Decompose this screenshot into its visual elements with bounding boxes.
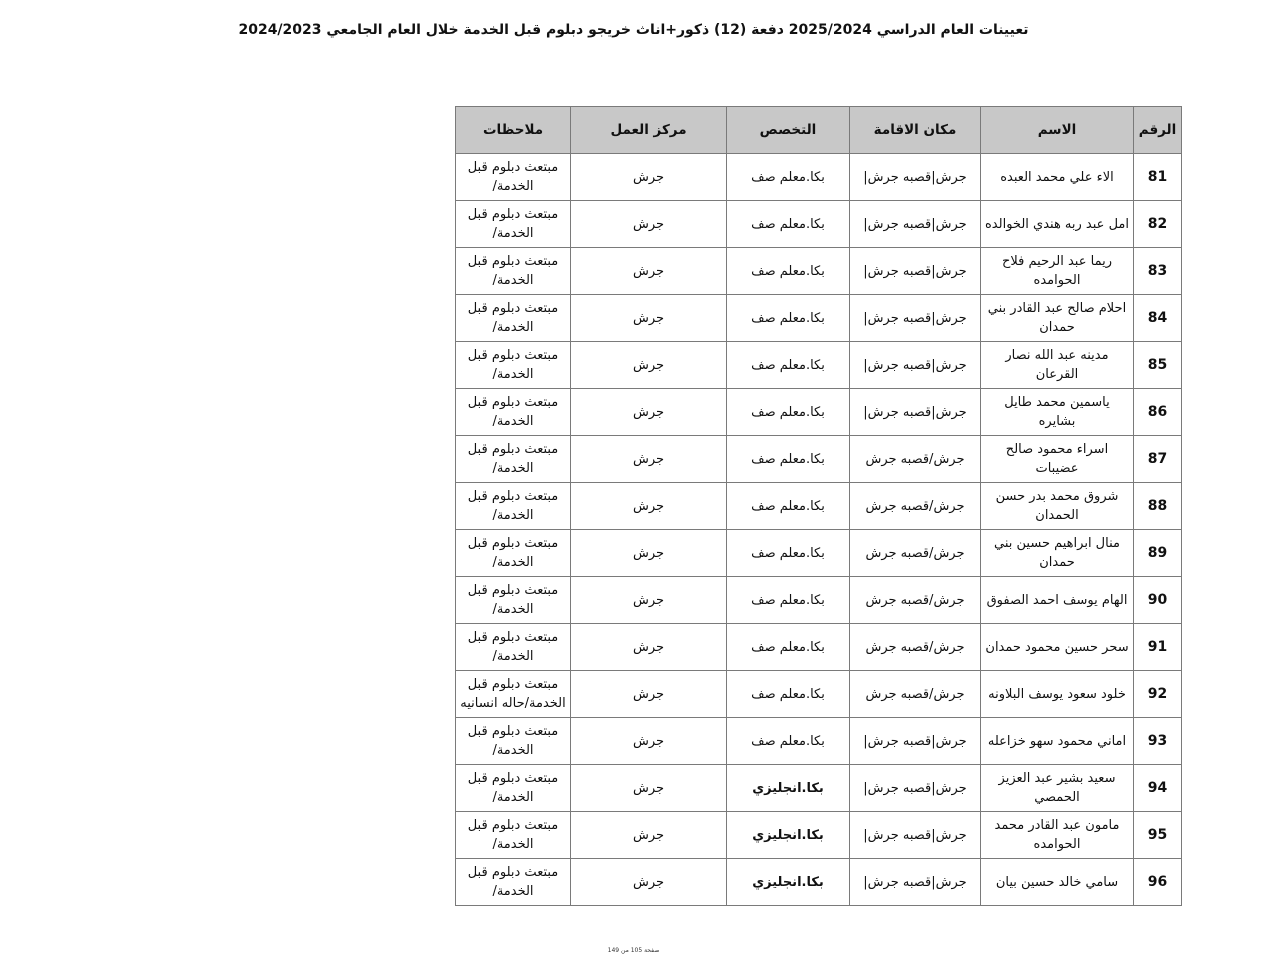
- header-notes: ملاحظات: [456, 107, 571, 154]
- cell-num: 86: [1134, 389, 1182, 436]
- table-row: [456, 765, 1182, 812]
- page-title: تعيينات العام الدراسي 2025/2024 دفعة (12) ذكور+اناث خريجو دبلوم قبل الخدمة خلال العام الجامعي 2024/2023: [238, 22, 1029, 38]
- table-row: [456, 154, 1182, 201]
- cell-num: 89: [1134, 530, 1182, 577]
- header-num: الرقم: [1134, 107, 1182, 154]
- cell-name: اماني محمود سهو خزاعله: [981, 718, 1134, 765]
- cell-work-center: جرش: [571, 483, 727, 530]
- cell-residence: جرش/قصبه جرش: [850, 483, 981, 530]
- cell-work-center: جرش: [571, 859, 727, 906]
- cell-residence: جرش|قصبه جرش|: [850, 201, 981, 248]
- appointments-table-wrapper: [455, 106, 1181, 906]
- cell-work-center: جرش: [571, 624, 727, 671]
- cell-name: مدينه عبد الله نصار القرعان: [981, 342, 1134, 389]
- cell-specialty: بكا.انجليزي: [727, 765, 850, 812]
- table-row: [456, 671, 1182, 718]
- cell-num: 91: [1134, 624, 1182, 671]
- cell-residence: جرش/قصبه جرش: [850, 624, 981, 671]
- cell-specialty: بكا.معلم صف: [727, 436, 850, 483]
- cell-num: 87: [1134, 436, 1182, 483]
- cell-name: مامون عبد القادر محمد الحوامده: [981, 812, 1134, 859]
- cell-name: امل عبد ربه هندي الخوالده: [981, 201, 1134, 248]
- cell-work-center: جرش: [571, 530, 727, 577]
- cell-work-center: جرش: [571, 201, 727, 248]
- cell-num: 93: [1134, 718, 1182, 765]
- cell-name: منال ابراهيم حسين بني حمدان: [981, 530, 1134, 577]
- cell-num: 82: [1134, 201, 1182, 248]
- cell-notes: مبتعث دبلوم قبل الخدمة/: [456, 483, 571, 530]
- cell-notes: مبتعث دبلوم قبل الخدمة/: [456, 624, 571, 671]
- header-work-center: مركز العمل: [571, 107, 727, 154]
- cell-notes: مبتعث دبلوم قبل الخدمة/: [456, 389, 571, 436]
- table-row: [456, 436, 1182, 483]
- cell-notes: مبتعث دبلوم قبل الخدمة/: [456, 718, 571, 765]
- cell-work-center: جرش: [571, 389, 727, 436]
- table-row: [456, 718, 1182, 765]
- cell-residence: جرش/قصبه جرش: [850, 436, 981, 483]
- table-body: [456, 154, 1182, 906]
- cell-name: شروق محمد بدر حسن الحمدان: [981, 483, 1134, 530]
- cell-num: 85: [1134, 342, 1182, 389]
- cell-notes: مبتعث دبلوم قبل الخدمة/: [456, 765, 571, 812]
- cell-residence: جرش/قصبه جرش: [850, 671, 981, 718]
- cell-residence: جرش/قصبه جرش: [850, 577, 981, 624]
- cell-specialty: بكا.معلم صف: [727, 624, 850, 671]
- cell-work-center: جرش: [571, 577, 727, 624]
- cell-num: 96: [1134, 859, 1182, 906]
- table-row: [456, 248, 1182, 295]
- header-residence: مكان الاقامة: [850, 107, 981, 154]
- cell-work-center: جرش: [571, 765, 727, 812]
- cell-work-center: جرش: [571, 436, 727, 483]
- cell-residence: جرش|قصبه جرش|: [850, 718, 981, 765]
- cell-work-center: جرش: [571, 812, 727, 859]
- cell-name: ريما عبد الرحيم فلاح الحوامده: [981, 248, 1134, 295]
- cell-specialty: بكا.معلم صف: [727, 154, 850, 201]
- cell-residence: جرش/قصبه جرش: [850, 530, 981, 577]
- table-header-row: [456, 107, 1182, 154]
- table-row: [456, 342, 1182, 389]
- cell-num: 92: [1134, 671, 1182, 718]
- table-row: [456, 295, 1182, 342]
- cell-notes: مبتعث دبلوم قبل الخدمة/: [456, 436, 571, 483]
- cell-notes: مبتعث دبلوم قبل الخدمة/: [456, 248, 571, 295]
- cell-specialty: بكا.معلم صف: [727, 577, 850, 624]
- cell-name: اسراء محمود صالح عضيبات: [981, 436, 1134, 483]
- table-row: [456, 859, 1182, 906]
- cell-specialty: بكا.معلم صف: [727, 389, 850, 436]
- cell-work-center: جرش: [571, 154, 727, 201]
- cell-work-center: جرش: [571, 248, 727, 295]
- cell-num: 83: [1134, 248, 1182, 295]
- cell-notes: مبتعث دبلوم قبل الخدمة/: [456, 859, 571, 906]
- cell-name: سحر حسين محمود حمدان: [981, 624, 1134, 671]
- cell-notes: مبتعث دبلوم قبل الخدمة/: [456, 812, 571, 859]
- cell-num: 81: [1134, 154, 1182, 201]
- table-row: [456, 201, 1182, 248]
- cell-work-center: جرش: [571, 718, 727, 765]
- cell-specialty: بكا.معلم صف: [727, 295, 850, 342]
- cell-specialty: بكا.معلم صف: [727, 201, 850, 248]
- cell-num: 88: [1134, 483, 1182, 530]
- cell-specialty: بكا.معلم صف: [727, 248, 850, 295]
- cell-residence: جرش|قصبه جرش|: [850, 342, 981, 389]
- cell-residence: جرش|قصبه جرش|: [850, 154, 981, 201]
- cell-specialty: بكا.انجليزي: [727, 812, 850, 859]
- table-row: [456, 812, 1182, 859]
- cell-name: الاء علي محمد العبده: [981, 154, 1134, 201]
- cell-specialty: بكا.معلم صف: [727, 483, 850, 530]
- cell-work-center: جرش: [571, 295, 727, 342]
- cell-specialty: بكا.معلم صف: [727, 530, 850, 577]
- cell-name: سعيد بشير عبد العزيز الحمصي: [981, 765, 1134, 812]
- cell-work-center: جرش: [571, 342, 727, 389]
- table-row: [456, 577, 1182, 624]
- table-row: [456, 624, 1182, 671]
- cell-residence: جرش|قصبه جرش|: [850, 295, 981, 342]
- cell-residence: جرش|قصبه جرش|: [850, 765, 981, 812]
- cell-residence: جرش|قصبه جرش|: [850, 248, 981, 295]
- cell-specialty: بكا.معلم صف: [727, 671, 850, 718]
- cell-specialty: بكا.معلم صف: [727, 718, 850, 765]
- table-row: [456, 483, 1182, 530]
- header-specialty: التخصص: [727, 107, 850, 154]
- cell-residence: جرش|قصبه جرش|: [850, 859, 981, 906]
- cell-name: سامي خالد حسين بيان: [981, 859, 1134, 906]
- cell-notes: مبتعث دبلوم قبل الخدمة/: [456, 154, 571, 201]
- cell-notes: مبتعث دبلوم قبل الخدمة/: [456, 577, 571, 624]
- cell-work-center: جرش: [571, 671, 727, 718]
- cell-residence: جرش|قصبه جرش|: [850, 389, 981, 436]
- table-row: [456, 389, 1182, 436]
- cell-name: احلام صالح عبد القادر بني حمدان: [981, 295, 1134, 342]
- table-row: [456, 530, 1182, 577]
- header-name: الاسم: [981, 107, 1134, 154]
- cell-num: 84: [1134, 295, 1182, 342]
- cell-num: 90: [1134, 577, 1182, 624]
- cell-residence: جرش|قصبه جرش|: [850, 812, 981, 859]
- cell-name: الهام يوسف احمد الصفوق: [981, 577, 1134, 624]
- page-footer: صفحة 105 من 149: [607, 947, 660, 954]
- cell-notes: مبتعث دبلوم قبل الخدمة/: [456, 295, 571, 342]
- appointments-table: [455, 106, 1182, 906]
- cell-num: 95: [1134, 812, 1182, 859]
- cell-notes: مبتعث دبلوم قبل الخدمة/: [456, 342, 571, 389]
- cell-notes: مبتعث دبلوم قبل الخدمة/: [456, 201, 571, 248]
- cell-name: ياسمين محمد طايل بشايره: [981, 389, 1134, 436]
- cell-notes: مبتعث دبلوم قبل الخدمة/: [456, 530, 571, 577]
- cell-num: 94: [1134, 765, 1182, 812]
- cell-name: خلود سعود يوسف البلاونه: [981, 671, 1134, 718]
- cell-notes: مبتعث دبلوم قبل الخدمة/حاله انسانيه: [456, 671, 571, 718]
- cell-specialty: بكا.معلم صف: [727, 342, 850, 389]
- cell-specialty: بكا.انجليزي: [727, 859, 850, 906]
